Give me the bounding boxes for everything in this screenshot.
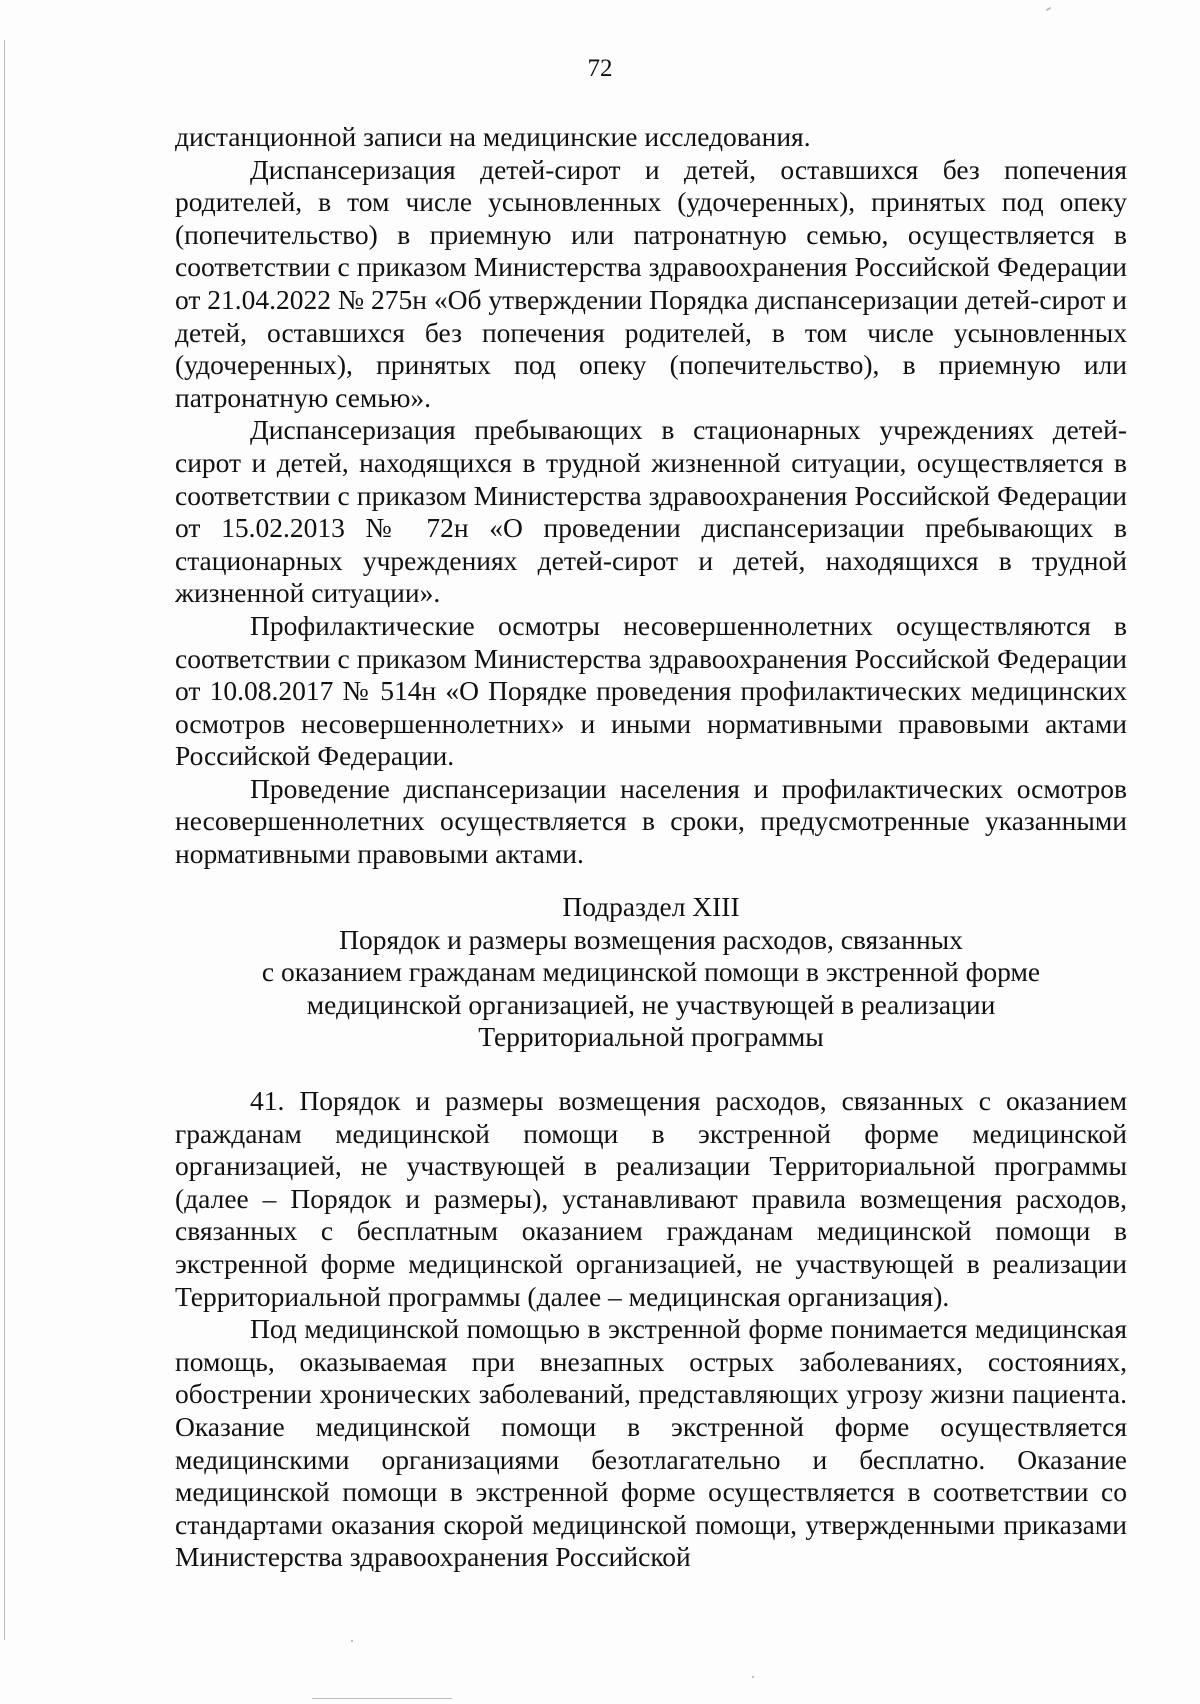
subsection-title-line: Порядок и размеры возмещения расходов, связанных xyxy=(339,923,963,955)
scan-edge-line xyxy=(312,1698,452,1699)
paragraph-clause-41: 41. Порядок и размеры возмещения расходов, связанных с оказанием гражданам медицинской помощи в экстренной форме медицинской организацией, не участвующей в реализации Территориальной программы (далее – Порядок и размеры), устанавливают правила возмещения расходов, связанных с бесплатным оказанием гражданам медицинской помощи в экстренной форме медицинской организацией, не участвующей в реализации Территориальной программы (далее – медицинская организация). xyxy=(175,1085,1127,1312)
scan-speck xyxy=(1046,7,1051,11)
top-text-section xyxy=(175,121,1127,871)
subsection-title-line: медицинской организацией, не участвующей в реализации xyxy=(306,988,996,1020)
scan-edge-line xyxy=(4,40,5,1640)
subsection-heading xyxy=(175,891,1127,1054)
paragraph-emergency-definition: Под медицинской помощью в экстренной форме понимается медицинская помощь, оказываемая при внезапных острых заболеваниях, состояниях, обострении хронических заболеваний, представляющих угрозу жизни пациента. Оказание медицинской помощи в экстренной форме осуществляется медицинскими организациями безотлагательно и бесплатно. Оказание медицинской помощи в экстренной форме осуществляется в соответствии со стандартами оказания скорой медицинской помощи, утвержденными приказами Министерства здравоохранения Российской xyxy=(175,1313,1127,1573)
paragraph-preventive-exams: Профилактические осмотры несовершеннолетних осуществляются в соответствии с приказом Министерства здравоохранения Российской Федерации от 10.08.2017 № 514н «О Порядке проведения профилактических медицинских осмотров несовершеннолетних» и иными нормативными правовыми актами Российской Федерации. xyxy=(175,609,1127,772)
scan-speck xyxy=(351,1640,353,1642)
paragraph-orphans-dispensary: Диспансеризация детей-сирот и детей, оставшихся без попечения родителей, в том числе усыновленных (удочеренных), принятых под опеку (попечительство) в приемную или патронатную семью, осуществляется в соответствии с приказом Министерства здравоохранения Российской Федерации от 21.04.2022 № 275н «Об утверждении Порядка диспансеризации детей-сирот и детей, оставшихся без попечения родителей, в том числе усыновленных (удочеренных), принятых под опеку (попечительство), в приемную или патронатную семью». xyxy=(175,153,1127,413)
paragraph-exam-timing: Проведение диспансеризации населения и профилактических осмотров несовершеннолетних осуществляется в сроки, предусмотренные указанными нормативными правовыми актами. xyxy=(175,772,1127,870)
subsection-title-line: Территориальной программы xyxy=(478,1021,824,1053)
bottom-text-section xyxy=(175,1085,1127,1574)
subsection-label: Подраздел XIII xyxy=(562,891,740,922)
paragraph-inpatient-dispensary: Диспансеризация пребывающих в стационарных учреждениях детей-сирот и детей, находящихся в трудной жизненной ситуации, осуществляется в соответствии с приказом Министерства здравоохранения Российской Федерации от 15.02.2013 № 72н «О проведении диспансеризации пребывающих в стационарных учреждениях детей-сирот и детей, находящихся в трудной жизненной ситуации». xyxy=(175,414,1127,609)
scan-speck xyxy=(752,1676,754,1678)
paragraph-continuation: дистанционной записи на медицинские исследования. xyxy=(175,121,811,152)
subsection-title-line: с оказанием гражданам медицинской помощи в экстренной форме xyxy=(261,956,1041,988)
page-number: 72 xyxy=(587,55,613,82)
